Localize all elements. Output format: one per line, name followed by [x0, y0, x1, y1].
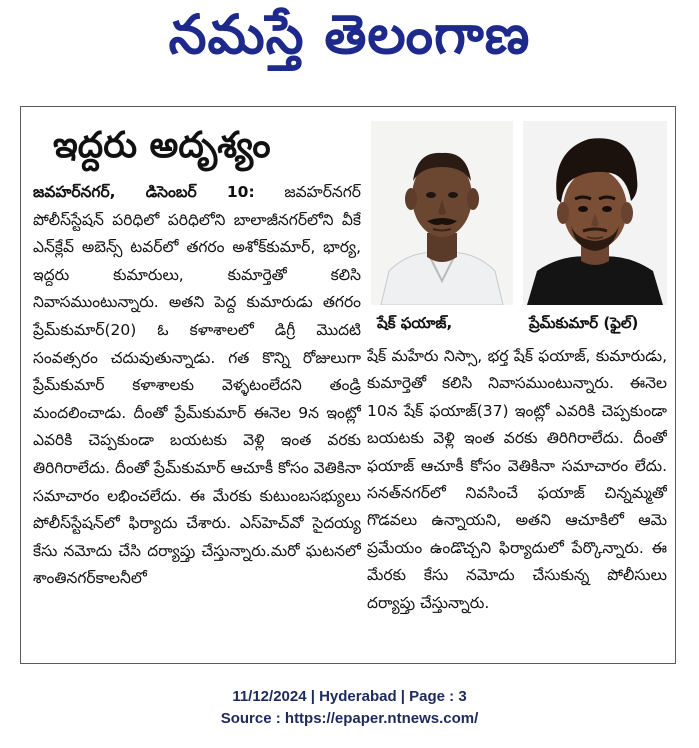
photo-shaik-fayaz — [371, 121, 513, 337]
masthead-title: నమస్తే తెలంగాణ — [168, 2, 531, 66]
masthead — [0, 2, 699, 80]
photo-caption: షేక్ ఫయాజ్, — [377, 314, 453, 332]
footer-source: Source : https://epaper.ntnews.com/ — [220, 710, 479, 727]
photo-caption: ప్రేమ్‌కుమార్ (ఫైల్) — [529, 314, 639, 332]
article-body-right: షేక్ మహేరు నిస్సా, భర్త షేక్ ఫయాజ్, కుమారుడు, కుమార్తెతో కలిసి నివాసముంటున్నారు. ఈనెల 10న షేక్ ఫయాజ్(37) ఇంట్లో ఎవరికి చెప్పకుండా బయటకు వెళ్లి ఇంత వరకు తిరిగిరాలేదు. దీంతో ఫయాజ్ ఆచూకీ కోసం వెతికినా సమాచారం లేదు. సనత్‌నగర్‌లో నివసించే ఫయాజ్ చిన్నమ్మతో గొడవలు ఉన్నాయని, అతని ఆచూకిలో ఆమె ప్రమేయం ఉండొచ్చని ఫిర్యాదులో పేర్కొన్నారు. ఈ మేరకు కేసు నమోదు చేసుకున్న పోలీసులు దర్యాప్తు చేస్తున్నారు. — [367, 347, 667, 612]
photo-prem-kumar — [523, 121, 667, 337]
article-text-left: జవహర్‌నగర్ పోలీస్‌స్టేషన్ పరిధిలో పరిధిలోని బాలాజీనగర్‌లోని వీకే ఎన్‌క్లేవ్ అబెన్స్ టవర్‌లో తగరం అశోక్‌కుమార్, భార్య, ఇద్దరు కుమారులు, కుమార్తెతో కలిసి నివాసముంటున్నారు. అతని పెద్ద కుమారుడు తగరం ప్రేమ్‌కుమార్(20) ఓ కళాశాలలో డిగ్రీ మొదటి సంవత్సరం చదువుతున్నాడు. గత కొన్ని రోజులుగా ప్రేమ్‌కుమార్ కళాశాలకు వెళ్ళటంలేదని తండ్రి మందలించాడు. దీంతో ప్రేమ్‌కుమార్ ఈనెల 9న ఇంట్లో ఎవరికి చెప్పకుండా బయటకు వెళ్లి ఇంత వరకు తిరిగిరాలేదు. దీంతో ప్రేమ్‌కుమార్ ఆచూకీ కోసం వెతికినా సమాచారం లభించలేదు. ఈ మేరకు కుటుంబసభ్యులు పోలీస్‌స్టేషన్‌లో ఫిర్యాదు చేశారు. ఎస్‌హెచ్‌వో సైదయ్య కేసు నమోదు చేసి దర్యాప్తు చేస్తున్నారు.మరో ఘటనలో శాంతినగర్‌కాలనీలో — [33, 183, 361, 588]
article-dateline: జవహర్‌నగర్, డిసెంబర్ 10: — [33, 183, 255, 201]
footer-date-edition: 11/12/2024 | Hyderabad | Page : 3 — [232, 688, 467, 705]
article-headline: ఇద్దరు అదృశ్యం — [53, 125, 271, 166]
portrait-image — [523, 121, 667, 305]
portrait-image — [371, 121, 513, 305]
news-clipping — [20, 106, 676, 664]
article-body-left — [33, 179, 361, 649]
